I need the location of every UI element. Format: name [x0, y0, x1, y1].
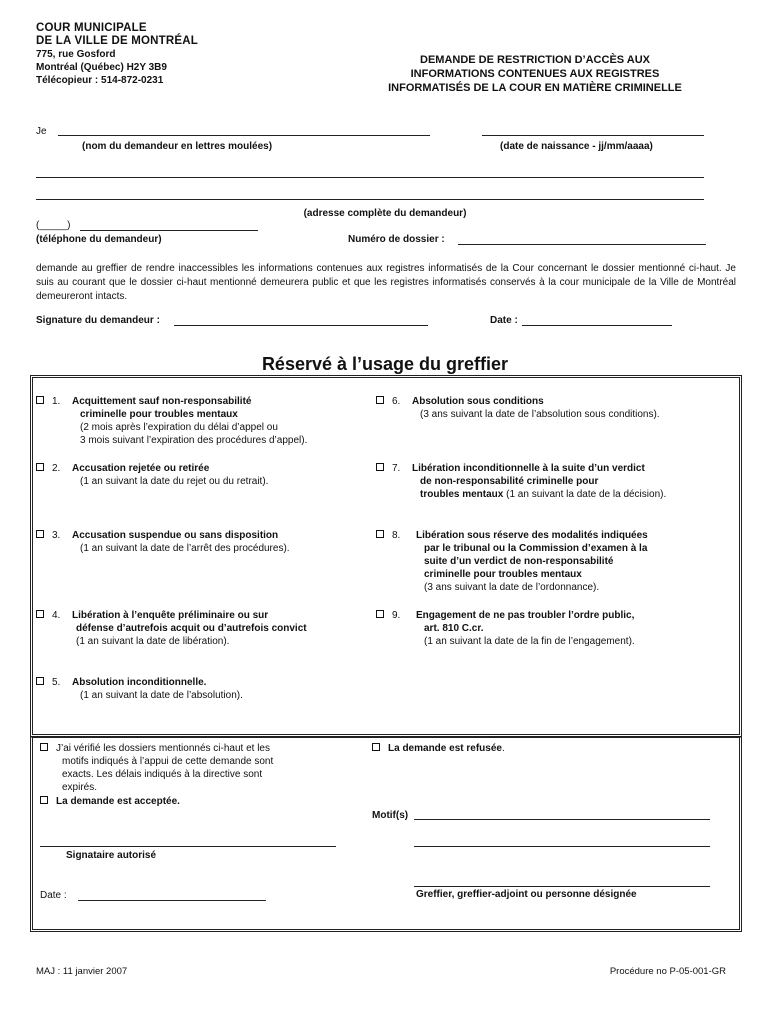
criterion-5[interactable]: 5. Absolution inconditionnelle. (1 an suivant la date de l’absolution).	[36, 676, 243, 702]
signataire-label: Signataire autorisé	[66, 850, 157, 861]
phone-caption: (téléphone du demandeur)	[36, 234, 162, 245]
court-city: Montréal (Québec) H2Y 3B9	[36, 62, 167, 73]
dossier-field[interactable]	[458, 234, 706, 245]
footer-update-date: MAJ : 11 janvier 2007	[36, 966, 128, 977]
address-field-line2[interactable]	[36, 190, 704, 200]
checkbox-icon[interactable]	[36, 677, 44, 685]
clerk-section-title: Réservé à l’usage du greffier	[261, 354, 509, 374]
form-title-line2: INFORMATIONS CONTENUES AUX REGISTRES	[410, 68, 660, 80]
je-label: Je	[36, 126, 47, 137]
checkbox-icon[interactable]	[372, 743, 380, 751]
checkbox-icon[interactable]	[40, 743, 48, 751]
form-title-line1: DEMANDE DE RESTRICTION D’ACCÈS AUX	[420, 54, 650, 66]
checkbox-icon[interactable]	[36, 463, 44, 471]
criterion-9[interactable]: 9. Engagement de ne pas troubler l’ordre public, art. 810 C.cr. (1 an suivant la date de la fin de l’engagement).	[376, 609, 635, 648]
court-name-line2: DE LA VILLE DE MONTRÉAL	[36, 35, 198, 47]
phone-field[interactable]	[80, 221, 258, 231]
form-title-line3: INFORMATISÉS DE LA COUR EN MATIÈRE CRIMINELLE	[388, 82, 682, 94]
birthdate-field[interactable]	[482, 126, 704, 136]
greffier-label: Greffier, greffier-adjoint ou personne désignée	[416, 889, 637, 900]
greffier-signature-line[interactable]	[414, 876, 710, 887]
clerk-date-label: Date :	[40, 890, 67, 901]
name-caption: (nom du demandeur en lettres moulées)	[82, 141, 273, 152]
clerk-date-field[interactable]	[78, 889, 266, 901]
checkbox-icon[interactable]	[376, 463, 384, 471]
checkbox-icon[interactable]	[376, 530, 384, 538]
criterion-6[interactable]: 6. Absolution sous conditions (3 ans suivant la date de l’absolution sous conditions).	[376, 395, 660, 421]
phone-area-code: (_____)	[36, 220, 71, 231]
checkbox-icon[interactable]	[36, 610, 44, 618]
address-caption: (adresse complète du demandeur)	[303, 208, 467, 219]
checkbox-icon[interactable]	[36, 396, 44, 404]
criterion-3[interactable]: 3. Accusation suspendue ou sans disposition (1 an suivant la date de l’arrêt des procédures).	[36, 529, 290, 555]
applicant-date-field[interactable]	[522, 315, 672, 326]
criterion-2[interactable]: 2. Accusation rejetée ou retirée (1 an suivant la date du rejet ou du retrait).	[36, 462, 268, 488]
signature-label: Signature du demandeur :	[36, 315, 160, 326]
criterion-1[interactable]: 1. Acquittement sauf non-responsabilité criminelle pour troubles mentaux (2 mois après l’expiration du délai d’appel ou 3 mois suivant l’expiration des procédures d’appel).	[36, 395, 307, 447]
dossier-label: Numéro de dossier :	[348, 234, 445, 245]
court-fax: Télécopieur : 514-872-0231	[36, 75, 164, 86]
applicant-date-label: Date :	[490, 315, 518, 326]
signature-field[interactable]	[174, 315, 428, 326]
criterion-7[interactable]: 7. Libération inconditionnelle à la suite d’un verdict de non-responsabilité criminelle pour troubles mentaux (1 an suivant la date de la décision).	[376, 462, 666, 501]
motifs-field-line2[interactable]	[414, 836, 710, 847]
accepted-option[interactable]: La demande est acceptée.	[40, 795, 180, 808]
request-paragraph: demande au greffier de rendre inaccessibles les informations contenues aux registres informatisés de la Cour concernant le dossier mentionné ci-haut. Je suis au courant que le dossier ci-haut mentionné demeurera public et que les registres informatisés conservés à la cour municipale de la Ville de Montréal demeureront intacts.	[36, 263, 736, 302]
criterion-8[interactable]: 8. Libération sous réserve des modalités indiquées par le tribunal ou la Commission d’examen à la suite d’un verdict de non-responsabilité criminelle pour troubles mentaux (3 ans suivant la date de l’ordonnance).	[376, 529, 648, 594]
checkbox-icon[interactable]	[40, 796, 48, 804]
verified-statement[interactable]: J’ai vérifié les dossiers mentionnés ci-haut et les motifs indiqués à l’appui de cette demande sont exacts. Les délais indiqués à la directive sont expirés.	[40, 742, 273, 794]
checkbox-icon[interactable]	[376, 396, 384, 404]
form-title	[360, 53, 710, 95]
checkbox-icon[interactable]	[36, 530, 44, 538]
motifs-label: Motif(s)	[372, 810, 409, 821]
address-field-line1[interactable]	[36, 168, 704, 178]
birthdate-caption: (date de naissance - jj/mm/aaaa)	[500, 141, 653, 152]
court-street: 775, rue Gosford	[36, 49, 116, 60]
checkbox-icon[interactable]	[376, 610, 384, 618]
name-field[interactable]	[58, 126, 430, 136]
footer-procedure-number: Procédure no P-05-001-GR	[609, 966, 726, 977]
motifs-field-line1[interactable]	[414, 809, 710, 820]
court-name-line1: COUR MUNICIPALE	[36, 22, 147, 34]
refused-option[interactable]: La demande est refusée.	[372, 742, 505, 755]
signature-line[interactable]	[40, 836, 336, 847]
criterion-4[interactable]: 4. Libération à l’enquête préliminaire ou sur défense d’autrefois acquit ou d’autrefois convict (1 an suivant la date de libération).	[36, 609, 307, 648]
court-address-block	[36, 22, 198, 87]
